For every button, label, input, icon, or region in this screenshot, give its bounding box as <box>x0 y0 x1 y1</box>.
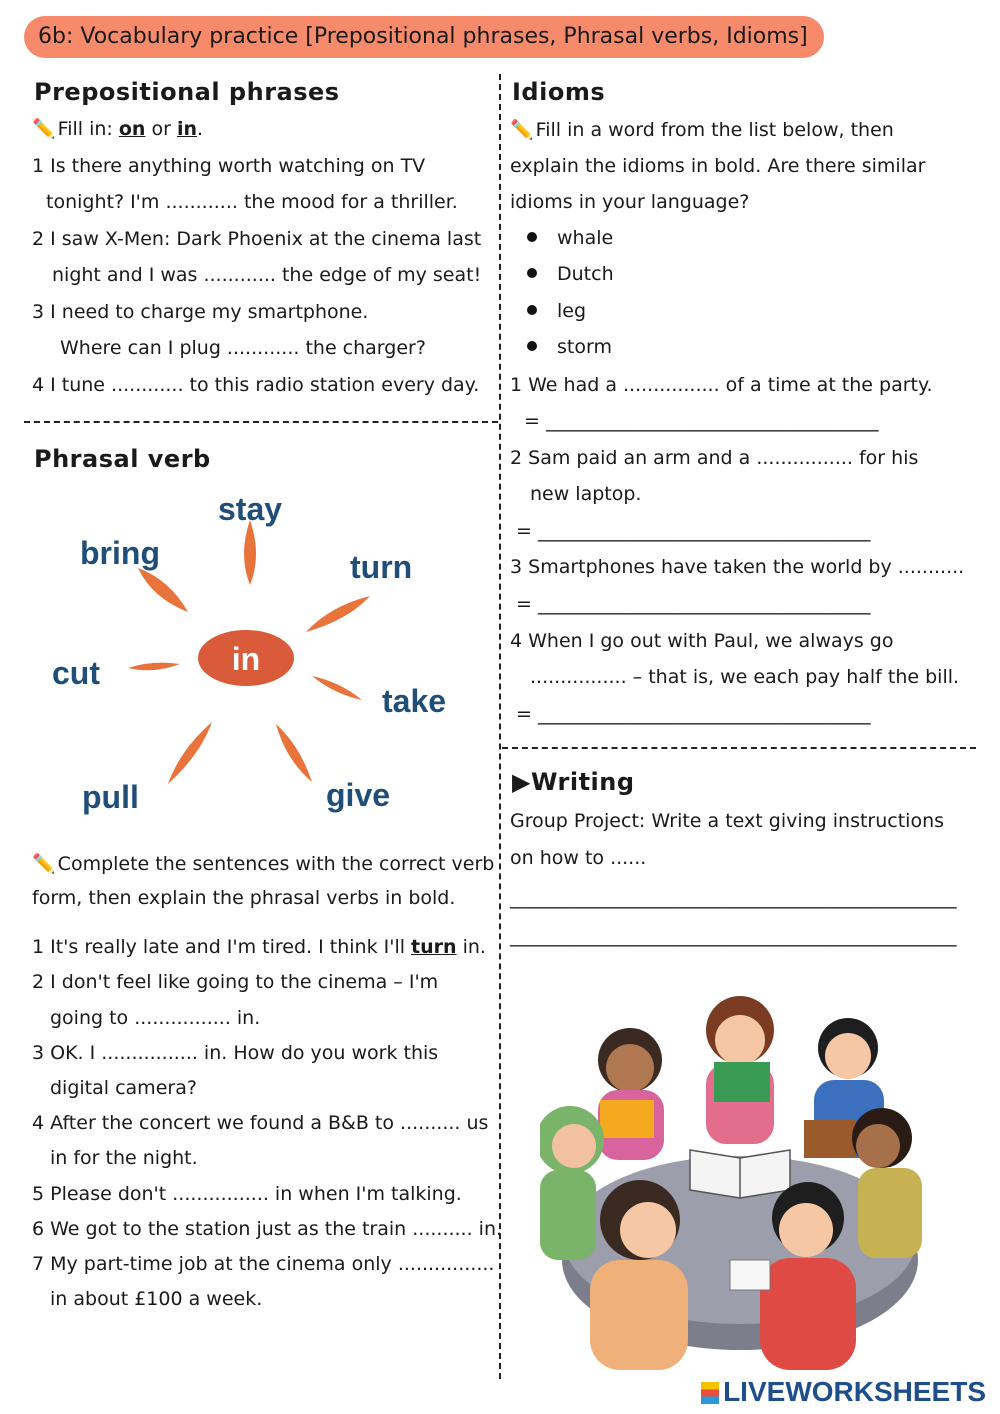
writing-heading: ▶Writing <box>512 768 635 796</box>
liveworksheets-logo: LIVEWORKSHEETS <box>701 1376 986 1408</box>
bullet-icon <box>527 232 537 242</box>
verb-cut: cut <box>52 655 100 691</box>
section-divider-left <box>24 421 498 423</box>
phrasal-line[interactable]: 6 We got to the station just as the train .......... in. <box>32 1218 503 1240</box>
prep-heading: Prepositional phrases <box>34 78 340 106</box>
bullet-icon <box>527 268 537 278</box>
idiom-line[interactable]: 1 We had a ................ of a time at the party. <box>510 374 933 396</box>
phrasal-line[interactable]: 7 My part-time job at the cinema only ................ <box>32 1253 495 1275</box>
petal-lower-left <box>168 722 212 784</box>
group-study-illustration <box>540 990 940 1370</box>
verb-take: take <box>382 683 447 719</box>
pencil-icon: ✏️ <box>32 853 56 875</box>
phrasal-line: digital camera? <box>50 1077 197 1099</box>
brand-logo-icon <box>701 1382 719 1404</box>
idiom-line[interactable]: 2 Sam paid an arm and a ................ for his <box>510 447 919 469</box>
prep-line: 1 Is there anything worth watching on TV <box>32 155 426 177</box>
word-list-item: storm <box>557 336 612 358</box>
phrasal-line[interactable]: going to ................ in. <box>50 1007 261 1029</box>
idiom-answer-line[interactable]: = ___________________________________ <box>516 520 871 542</box>
bullet-icon <box>527 305 537 315</box>
verb-give: give <box>326 777 391 813</box>
pencil-icon: ✏️ <box>32 118 56 140</box>
prep-instruction: ✏️ Fill in: on or in. <box>32 118 204 140</box>
play-triangle-icon: ▶ <box>512 768 531 796</box>
idiom-answer-line[interactable]: = ___________________________________ <box>516 703 871 725</box>
prep-line[interactable]: tonight? I'm ............ the mood for a thriller. <box>46 191 458 213</box>
idiom-line[interactable]: ................ – that is, we each pay half the bill. <box>530 666 960 688</box>
idiom-line: 4 When I go out with Paul, we always go <box>510 630 894 652</box>
section-divider-right <box>502 747 976 749</box>
idioms-instruction-2: explain the idioms in bold. Are there similar <box>510 155 926 177</box>
petal-upper-left <box>138 568 188 612</box>
pencil-icon: ✏️ <box>510 119 534 141</box>
phrasal-line: 1 It's really late and I'm tired. I think I'll turn in. <box>32 936 486 958</box>
petal-lower-right <box>276 724 312 782</box>
petal-right <box>312 676 362 700</box>
word-list-item: Dutch <box>557 263 614 285</box>
petal-left <box>128 663 180 671</box>
word-list-item: whale <box>557 227 614 249</box>
idioms-instruction: ✏️ Fill in a word from the list below, then <box>510 119 894 141</box>
idiom-answer-line[interactable]: = ___________________________________ <box>516 593 871 615</box>
petal-upper-right <box>306 596 370 632</box>
prep-line: 3 I need to charge my smartphone. <box>32 301 369 323</box>
worksheet-title: 6b: Vocabulary practice [Prepositional phrases, Phrasal verbs, Idioms] <box>24 16 824 58</box>
writing-answer-line[interactable]: _______________________________________________ <box>510 925 957 947</box>
writing-answer-line[interactable]: _______________________________________________ <box>510 887 957 909</box>
prep-line: 2 I saw X-Men: Dark Phoenix at the cinema last <box>32 228 482 250</box>
center-word: in <box>231 641 261 677</box>
writing-line: on how to ...... <box>510 847 647 869</box>
bullet-icon <box>527 341 537 351</box>
idiom-line: new laptop. <box>530 483 642 505</box>
phrasal-line: 2 I don't feel like going to the cinema – I'm <box>32 971 439 993</box>
writing-line: Group Project: Write a text giving instructions <box>510 810 945 832</box>
prep-line[interactable]: night and I was ............ the edge of my seat! <box>52 264 482 286</box>
phrasal-line: in about £100 a week. <box>50 1288 263 1310</box>
petal-top <box>244 520 256 585</box>
phrasal-verb-sunburst <box>30 480 490 825</box>
prep-line[interactable]: 4 I tune ............ to this radio station every day. <box>32 374 480 396</box>
idiom-line[interactable]: 3 Smartphones have taken the world by ........... <box>510 556 965 578</box>
phrasal-line[interactable]: 4 After the concert we found a B&B to .......... us <box>32 1112 489 1134</box>
phrasal-heading: Phrasal verb <box>34 445 211 473</box>
phrasal-line: in for the night. <box>50 1147 198 1169</box>
prep-line[interactable]: Where can I plug ............ the charger? <box>60 337 426 359</box>
verb-turn: turn <box>350 549 413 585</box>
phrasal-instruction-2: form, then explain the phrasal verbs in bold. <box>32 887 456 909</box>
word-list-item: leg <box>557 300 587 322</box>
phrasal-line[interactable]: 5 Please don't ................ in when I'm talking. <box>32 1183 462 1205</box>
idioms-instruction-3: idioms in your language? <box>510 191 750 213</box>
phrasal-line[interactable]: 3 OK. I ................ in. How do you work this <box>32 1042 439 1064</box>
column-divider <box>499 74 501 1379</box>
verb-stay: stay <box>218 491 283 527</box>
idioms-heading: Idioms <box>512 78 606 106</box>
verb-pull: pull <box>82 779 139 815</box>
phrasal-instruction: ✏️ Complete the sentences with the correct verb <box>32 853 495 875</box>
verb-bring: bring <box>80 535 160 571</box>
idiom-answer-line[interactable]: = ___________________________________ <box>524 410 879 432</box>
